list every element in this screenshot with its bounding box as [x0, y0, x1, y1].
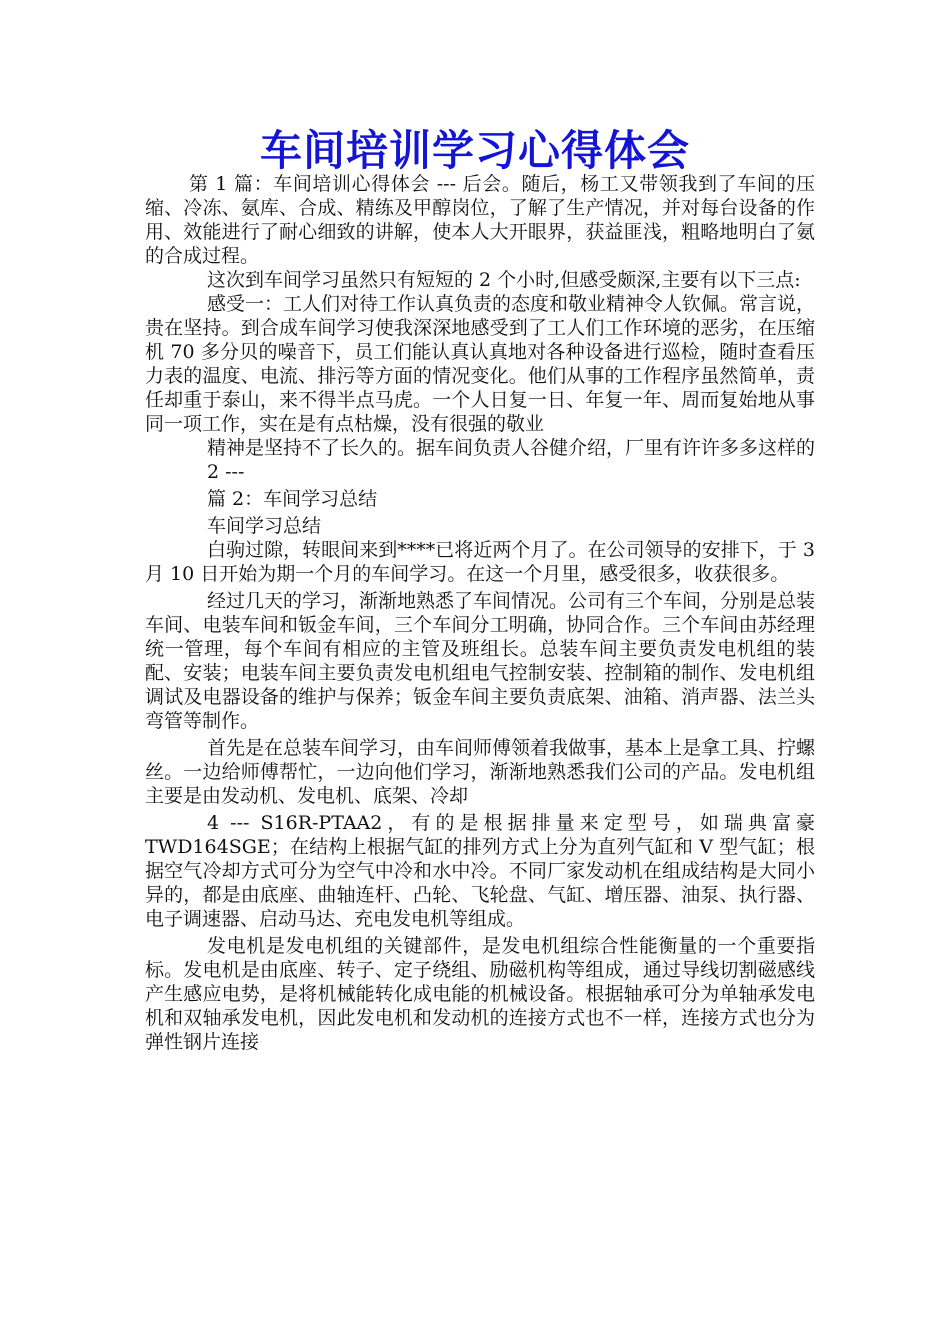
paragraph: 精神是坚持不了长久的。据车间负责人谷健介绍，厂里有许许多多这样的	[207, 437, 816, 459]
paragraph: 这次到车间学习虽然只有短短的 2 个小时,但感受颇深,主要有以下三点:	[207, 269, 801, 291]
section-heading: 篇 2：车间学习总结	[207, 488, 378, 510]
document-body	[145, 172, 815, 1054]
paragraph: 发电机是发电机组的关键部件，是发电机组综合性能衡量的一个重要指标。发电机是由底座、转子、定子绕组、励磁机构等组成，通过导线切割磁感线产生感应电势，是将机械能转化成电能的机械设备。根据轴承可分为单轴承发电机和双轴承发电机，因此发电机和发动机的连接方式也不一样，连接方式也分为弹性钢片连接	[145, 935, 815, 1053]
page-marker: 2 ---	[207, 461, 245, 483]
paragraph: 白驹过隙，转眼间来到****已将近两个月了。在公司领导的安排下，于 3 月 10 日开始为期一个月的车间学习。在这一个月里，感受很多，收获很多。	[145, 539, 815, 585]
document-title: 车间培训学习心得体会	[259, 126, 690, 175]
paragraph: 首先是在总装车间学习，由车间师傅领着我做事，基本上是拿工具、拧螺丝。一边给师傅帮忙，一边向他们学习，渐渐地熟悉我们公司的产品。发电机组主要是由发动机、发电机、底架、冷却	[145, 737, 816, 807]
paragraph: 4 --- S16R-PTAA2，有的是根据排量来定型号，如瑞典富豪TWD164SGE；在结构上根据气缸的排列方式上分为直列气缸和 V 型气缸；根据空气冷却方式可分为空气中冷和水中冷。不同厂家发动机在组成结构是大同小异的，都是由底座、曲轴连杆、凸轮、飞轮盘、气缸、增压器、油泵、执行器、电子调速器、启动马达、充电发电机等组成。	[145, 812, 815, 930]
paragraph: 第 1 篇：车间培训心得体会 --- 后会。随后，杨工又带领我到了车间的压缩、冷冻、氨库、合成、精练及甲醇岗位，了解了生产情况，并对每台设备的作用、效能进行了耐心细致的讲解，使本人大开眼界，获益匪浅，粗略地明白了氨的合成过程。	[145, 173, 815, 267]
section-subtitle: 车间学习总结	[207, 515, 322, 537]
paragraph: 感受一：工人们对待工作认真负责的态度和敬业精神令人钦佩。常言说，贵在坚持。到合成车间学习使我深深地感受到了工人们工作环境的恶劣，在压缩机 70 多分贝的噪音下，员工们能认真认真地对各种设备进行巡检，随时查看压力表的温度、电流、排污等方面的情况变化。他们从事的工作程序虽然简单，责任却重于泰山，来不得半点马虎。一个人日复一日、年复一年、周而复始地从事同一项工作，实在是有点枯燥，没有很强的敬业	[145, 293, 816, 435]
paragraph: 经过几天的学习，渐渐地熟悉了车间情况。公司有三个车间，分别是总装车间、电装车间和钣金车间，三个车间分工明确，协同合作。三个车间由苏经理统一管理，每个车间有相应的主管及班组长。总装车间主要负责发电机组的装配、安装；电装车间主要负责发电机组电气控制安装、控制箱的制作、发电机组调试及电器设备的维护与保养；钣金车间主要负责底架、油箱、消声器、法兰头弯管等制作。	[145, 590, 816, 732]
